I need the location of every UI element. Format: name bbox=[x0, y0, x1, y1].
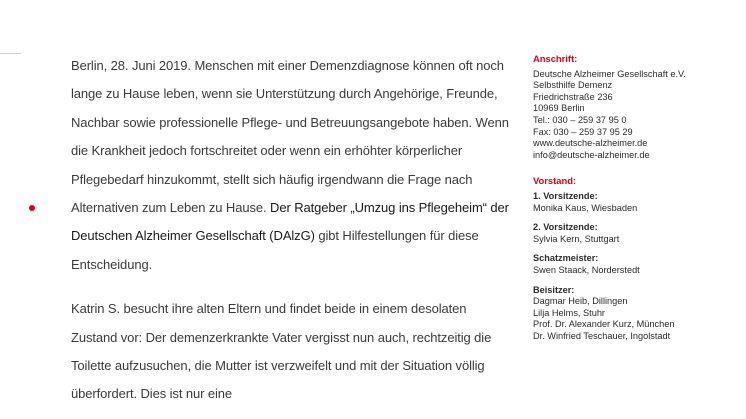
article-paragraph-2: Katrin S. besucht ihre alten Eltern und findet beide in einem desolaten Zustand vor: Der demenzerkrankte Vater vergisst nun auch, rechtzeitig die Toilette aufzusuchen, die Mutter ist verzweifelt und mit der Situation völlig überfordert. Dies ist nur eine bbox=[71, 301, 492, 402]
article-paragraph-1 bbox=[71, 52, 511, 279]
board-name: Lilja Helms, Stuhr bbox=[533, 307, 605, 318]
top-divider bbox=[0, 53, 21, 54]
board-role: 2. Vorsitzende: bbox=[533, 222, 598, 233]
board-name: Dagmar Heib, Dillingen bbox=[533, 296, 628, 307]
board-name: Prof. Dr. Alexander Kurz, München bbox=[533, 319, 675, 330]
address-line: Deutsche Alzheimer Gesellschaft e.V. bbox=[533, 68, 686, 79]
board-name: Sylvia Kern, Stuttgart bbox=[533, 233, 620, 244]
board-name: Swen Staack, Norderstedt bbox=[533, 264, 640, 275]
address-block bbox=[533, 69, 743, 162]
board-name: Monika Kaus, Wiesbaden bbox=[533, 202, 638, 213]
fax-line: Fax: 030 – 259 37 95 29 bbox=[533, 126, 633, 137]
board-member bbox=[533, 253, 743, 276]
board-name: Dr. Winfried Teschauer, Ingolstadt bbox=[533, 330, 671, 341]
board-heading: Vorstand: bbox=[533, 175, 577, 187]
bullet-dot bbox=[29, 205, 35, 211]
paragraph-1-text: Berlin, 28. Juni 2019. Menschen mit einer Demenzdiagnose können oft noch lange zu Hause leben, wenn sie Unterstützung durch Angehörige, Freunde, Nachbar sowie professionelle Pflege- und Betreuungsangebote haben. Wenn die Krankheit jedoch fortschreitet oder wenn ein erhöhter körperlicher Pflegebedarf hinzukommt, stellt sich häufig irgendwann die Frage nach Alternativen zum Leben zu Hause. bbox=[71, 58, 509, 216]
website-link[interactable]: www.deutsche-alzheimer.de bbox=[533, 138, 648, 149]
board-role: Beisitzer: bbox=[533, 284, 575, 295]
address-line: 10969 Berlin bbox=[533, 103, 585, 114]
contact-sidebar bbox=[533, 53, 743, 350]
address-heading: Anschrift: bbox=[533, 53, 578, 64]
board-member bbox=[533, 285, 743, 343]
address-line: Friedrichstraße 236 bbox=[533, 91, 613, 102]
board-member bbox=[533, 191, 743, 214]
board-member bbox=[533, 222, 743, 245]
paragraph-1-continuation: gibt Hilfestellungen für diese Entscheidung. bbox=[71, 228, 479, 272]
address-line: Selbsthilfe Demenz bbox=[533, 80, 613, 91]
article-body bbox=[71, 52, 511, 419]
board-role: 1. Vorsitzende: bbox=[533, 190, 598, 201]
phone-line: Tel.: 030 – 259 37 95 0 bbox=[533, 114, 627, 125]
email-link[interactable]: info@deutsche-alzheimer.de bbox=[533, 149, 650, 160]
board-role: Schatzmeister: bbox=[533, 253, 599, 264]
guide-title-highlight: Der Ratgeber „Umzug ins Pflegeheim“ der Deutschen Alzheimer Gesellschaft (DAlzG) bbox=[71, 200, 509, 244]
